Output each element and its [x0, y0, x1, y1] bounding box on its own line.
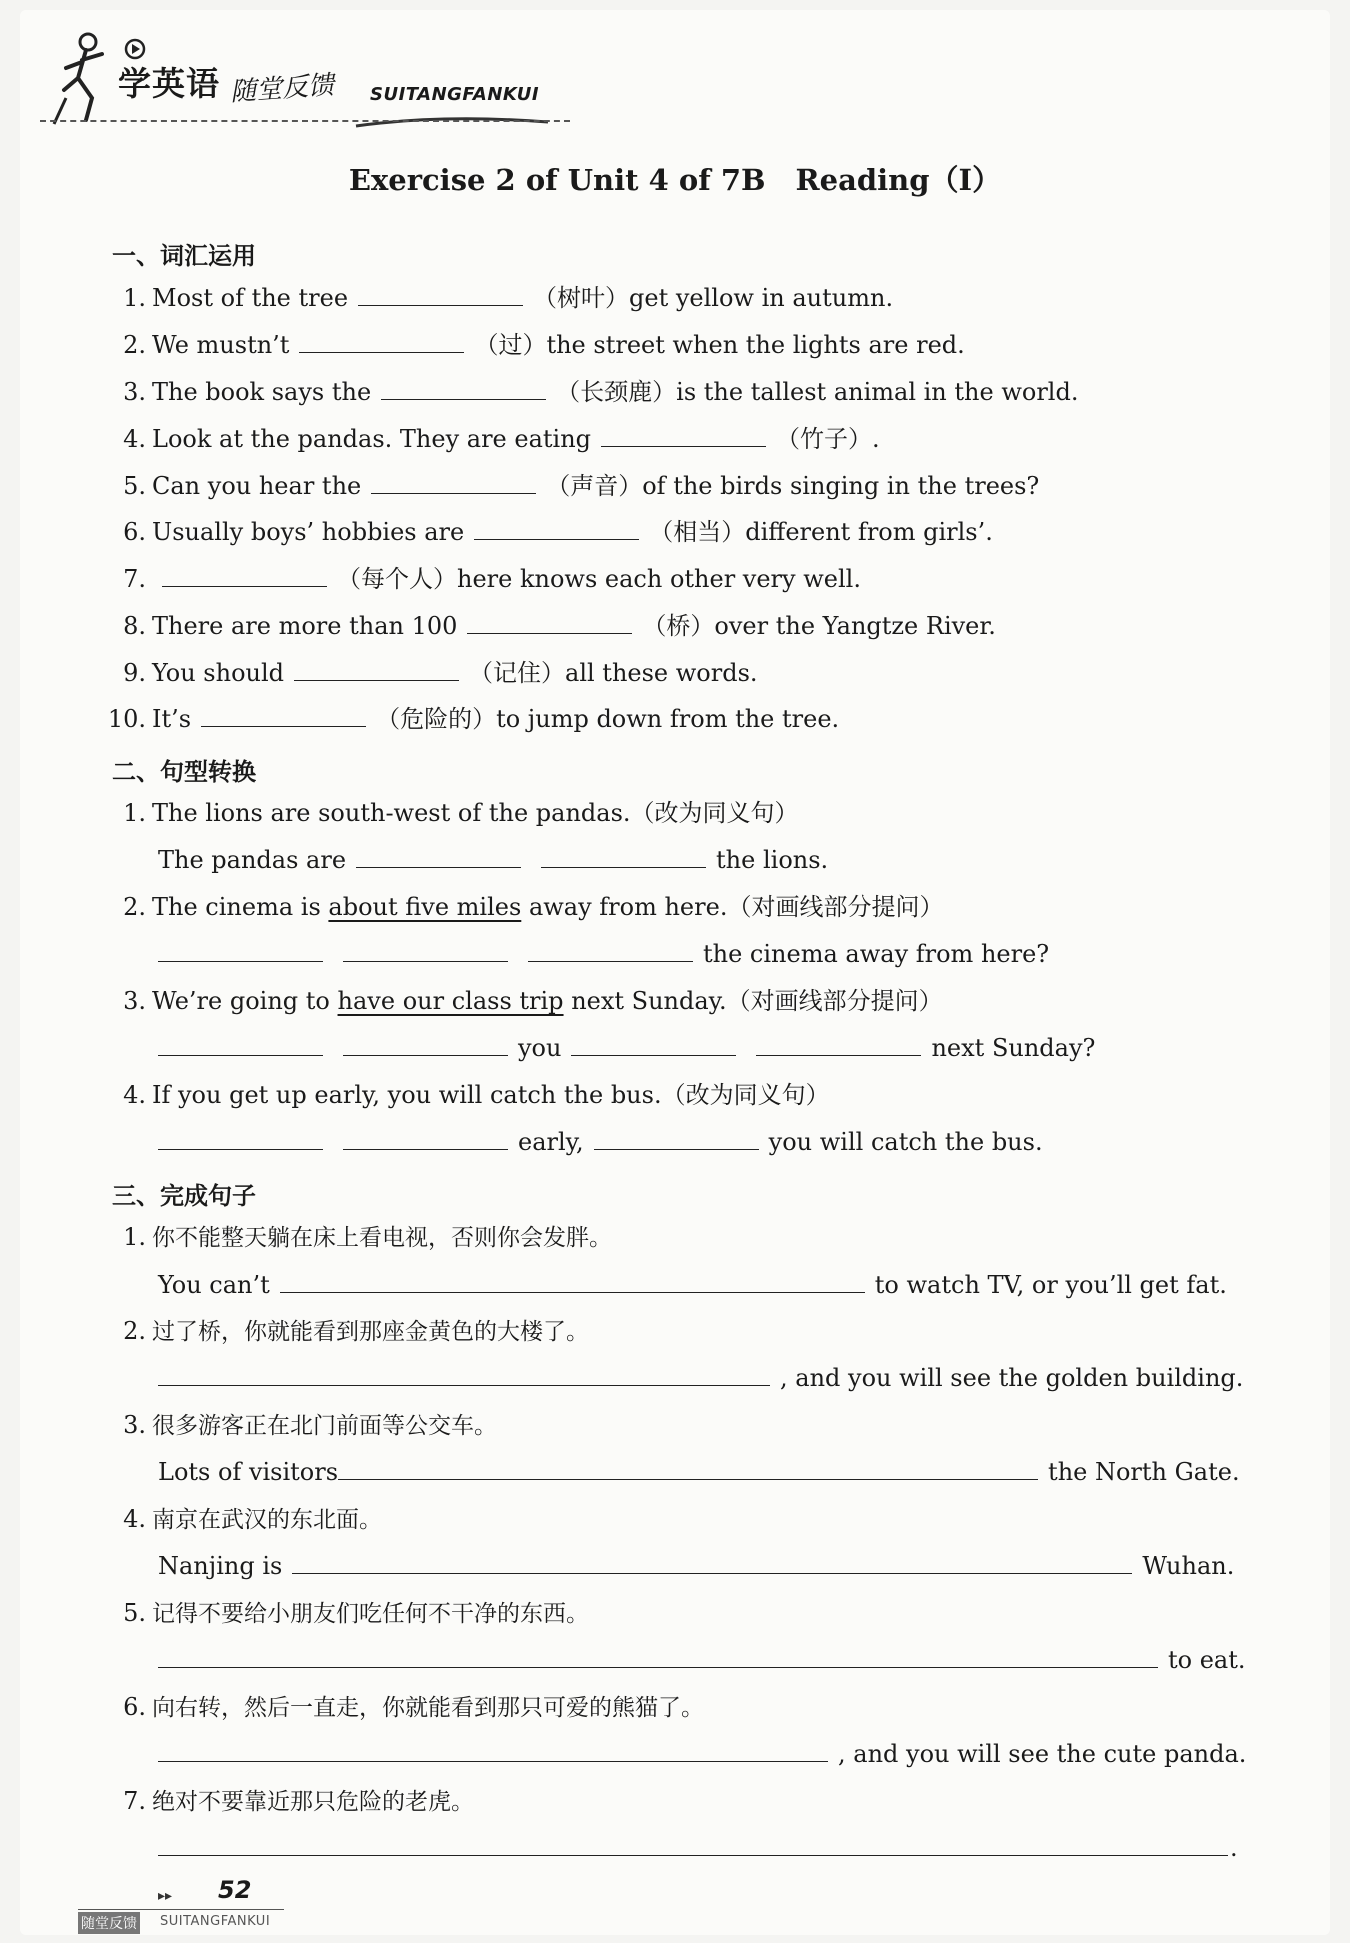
answer-blank[interactable]: [343, 1033, 508, 1056]
chinese-sentence: 绝对不要靠近那只危险的老虎。: [152, 1789, 474, 1815]
answer-blank[interactable]: [756, 1033, 921, 1056]
answer-text: Wuhan.: [1142, 1552, 1235, 1580]
item-text: （桥）over the Yangtze River.: [642, 612, 996, 640]
answer-text: the North Gate.: [1048, 1458, 1240, 1486]
play-icon: [124, 38, 146, 60]
list-item: [118, 283, 893, 313]
chinese-sentence: 记得不要给小朋友们吃任何不干净的东西。: [152, 1601, 589, 1627]
underlined-phrase: about five miles: [328, 893, 522, 921]
answer-text: to eat.: [1168, 1646, 1246, 1674]
answer-text: The pandas are: [158, 846, 347, 874]
answer-blank[interactable]: [299, 330, 464, 353]
answer-blank[interactable]: [343, 939, 508, 962]
title-unit: Exercise 2 of Unit 4 of 7B: [348, 163, 766, 197]
answer-blank[interactable]: [381, 377, 546, 400]
question-prompt: [118, 986, 943, 1016]
answer-blank[interactable]: [371, 471, 536, 494]
answer-blank[interactable]: [601, 424, 766, 447]
item-number: 1.: [123, 284, 146, 312]
brand-title: 学英语: [118, 64, 220, 103]
answer-blank[interactable]: [158, 1645, 1158, 1668]
answer-text: early,: [518, 1128, 584, 1156]
chinese-sentence: 过了桥，你就能看到那座金黄色的大楼了。: [152, 1319, 589, 1345]
answer-line: [158, 845, 828, 875]
answer-line: [148, 1645, 1246, 1675]
list-item: [118, 564, 861, 594]
question-prompt: [118, 1222, 612, 1253]
item-number: 6.: [123, 518, 146, 546]
item-number: 3.: [123, 987, 146, 1015]
answer-blank[interactable]: [358, 283, 523, 306]
item-number: 2.: [123, 331, 146, 359]
item-text: The cinema is: [152, 893, 321, 921]
section-heading: 二、句型转换: [112, 758, 256, 786]
chinese-sentence: 很多游客正在北门前面等公交车。: [152, 1413, 497, 1439]
answer-blank[interactable]: [158, 1127, 323, 1150]
student-runner-icon: [52, 28, 122, 128]
answer-blank[interactable]: [338, 1457, 1038, 1480]
answer-text: , and you will see the golden building.: [780, 1364, 1244, 1392]
answer-blank[interactable]: [158, 1739, 828, 1762]
item-text: Most of the tree: [152, 284, 349, 312]
list-item: [118, 424, 880, 454]
answer-line: [158, 1270, 1227, 1300]
brand-pinyin: SUITANGFANKUI: [370, 84, 540, 105]
answer-blank[interactable]: [343, 1127, 508, 1150]
question-prompt: [118, 798, 799, 828]
item-text: Look at the pandas. They are eating: [152, 425, 592, 453]
item-number: 5.: [123, 472, 146, 500]
exercise-title: [0, 158, 1350, 199]
item-text: There are more than 100: [152, 612, 458, 640]
answer-blank[interactable]: [158, 939, 323, 962]
item-text: （声音）of the birds singing in the trees?: [546, 472, 1040, 500]
answer-text: You can’t: [158, 1271, 270, 1299]
answer-text: the cinema away from here?: [703, 940, 1050, 968]
list-item: [118, 377, 1078, 407]
item-number: 8.: [123, 612, 146, 640]
answer-text: , and you will see the cute panda.: [838, 1740, 1247, 1768]
answer-line: [148, 1833, 1238, 1863]
answer-blank[interactable]: [571, 1033, 736, 1056]
answer-text: .: [1230, 1834, 1238, 1862]
question-prompt: [118, 892, 943, 922]
answer-line: [148, 1363, 1243, 1393]
answer-blank[interactable]: [280, 1270, 865, 1293]
item-text: You should: [152, 659, 285, 687]
item-text: We’re going to: [152, 987, 330, 1015]
item-number: 3.: [123, 1411, 146, 1439]
answer-line: [148, 939, 1049, 969]
answer-blank[interactable]: [541, 845, 706, 868]
answer-blank[interactable]: [158, 1833, 1228, 1856]
swoosh-decoration: [352, 112, 552, 132]
item-text: （长颈鹿）is the tallest animal in the world.: [556, 378, 1079, 406]
item-number: 2.: [123, 1317, 146, 1345]
title-reading: Reading（Ⅰ）: [795, 163, 1002, 197]
answer-text: Nanjing is: [158, 1552, 283, 1580]
question-prompt: [118, 1080, 830, 1110]
item-number: 7.: [123, 1787, 146, 1815]
answer-text: you: [518, 1034, 562, 1062]
question-prompt: [118, 1786, 474, 1817]
answer-line: [148, 1127, 1043, 1157]
answer-blank[interactable]: [292, 1551, 1132, 1574]
answer-blank[interactable]: [467, 611, 632, 634]
footer-brand-tag: 随堂反馈: [78, 1912, 140, 1934]
list-item: [118, 658, 758, 688]
answer-text: to watch TV, or you’ll get fat.: [874, 1271, 1227, 1299]
brand-subtitle: 随堂反馈: [229, 70, 336, 108]
double-arrow-icon: ▸▸: [158, 1888, 173, 1904]
question-prompt: [118, 1598, 589, 1629]
answer-blank[interactable]: [474, 517, 639, 540]
item-text: （记住）all these words.: [469, 659, 758, 687]
answer-text: you will catch the bus.: [768, 1128, 1043, 1156]
answer-blank[interactable]: [162, 564, 327, 587]
list-item: [118, 330, 965, 360]
list-item: [118, 517, 993, 547]
item-text: Usually boys’ hobbies are: [152, 518, 465, 546]
item-text: next Sunday.（对画线部分提问）: [571, 987, 943, 1015]
answer-text: next Sunday?: [931, 1034, 1096, 1062]
chinese-sentence: 你不能整天躺在床上看电视，否则你会发胖。: [152, 1225, 612, 1251]
footer-rule: [78, 1909, 284, 1910]
answer-line: [148, 1033, 1095, 1063]
header-dashed-rule: [40, 120, 570, 122]
answer-blank[interactable]: [528, 939, 693, 962]
list-item: [118, 471, 1039, 501]
item-number: 2.: [123, 893, 146, 921]
item-text: We mustn’t: [152, 331, 290, 359]
chinese-sentence: 向右转，然后一直走，你就能看到那只可爱的熊猫了。: [152, 1695, 704, 1721]
answer-line: [148, 1739, 1246, 1769]
item-text: （危险的）to jump down from the tree.: [376, 705, 840, 733]
question-prompt: [118, 1692, 704, 1723]
chinese-sentence: 南京在武汉的东北面。: [152, 1507, 382, 1533]
item-text: away from here.（对画线部分提问）: [528, 893, 944, 921]
item-text: （相当）different from girls’.: [649, 518, 993, 546]
answer-line: [158, 1551, 1234, 1581]
item-text: The lions are south-west of the pandas.（改为同义句）: [152, 799, 799, 827]
item-text: If you get up early, you will catch the bus.（改为同义句）: [152, 1081, 830, 1109]
item-text: （过）the street when the lights are red.: [474, 331, 965, 359]
answer-line: [158, 1457, 1240, 1487]
item-number: 6.: [123, 1693, 146, 1721]
item-number: 5.: [123, 1599, 146, 1627]
footer-brand-pinyin: SUITANGFANKUI: [160, 1914, 271, 1929]
question-prompt: [118, 1316, 589, 1347]
answer-blank[interactable]: [158, 1363, 770, 1386]
item-text: Can you hear the: [152, 472, 362, 500]
list-item: [118, 611, 996, 641]
page-number: 52: [218, 1876, 252, 1904]
answer-blank[interactable]: [594, 1127, 759, 1150]
section-heading: 一、词汇运用: [112, 242, 256, 270]
item-number: 1.: [123, 1223, 146, 1251]
list-item: [104, 704, 839, 734]
answer-blank[interactable]: [356, 845, 521, 868]
item-number: 1.: [123, 799, 146, 827]
item-text: （竹子）.: [776, 425, 880, 453]
item-number: 4.: [123, 425, 146, 453]
item-number: 4.: [123, 1081, 146, 1109]
item-text: （每个人）here knows each other very well.: [337, 565, 861, 593]
item-number: 9.: [123, 659, 146, 687]
section-heading: 三、完成句子: [112, 1182, 256, 1210]
answer-blank[interactable]: [158, 1033, 323, 1056]
answer-text: the lions.: [716, 846, 829, 874]
answer-blank[interactable]: [201, 704, 366, 727]
item-text: It’s: [152, 705, 192, 733]
item-number: 3.: [123, 378, 146, 406]
answer-text: Lots of visitors: [158, 1458, 339, 1486]
item-number: 7.: [123, 565, 146, 593]
question-prompt: [118, 1410, 497, 1441]
answer-blank[interactable]: [294, 658, 459, 681]
underlined-phrase: have our class trip: [337, 987, 564, 1015]
item-text: The book says the: [152, 378, 372, 406]
item-number: 10.: [107, 705, 146, 733]
item-text: （树叶）get yellow in autumn.: [533, 284, 894, 312]
question-prompt: [118, 1504, 382, 1535]
item-number: 4.: [123, 1505, 146, 1533]
